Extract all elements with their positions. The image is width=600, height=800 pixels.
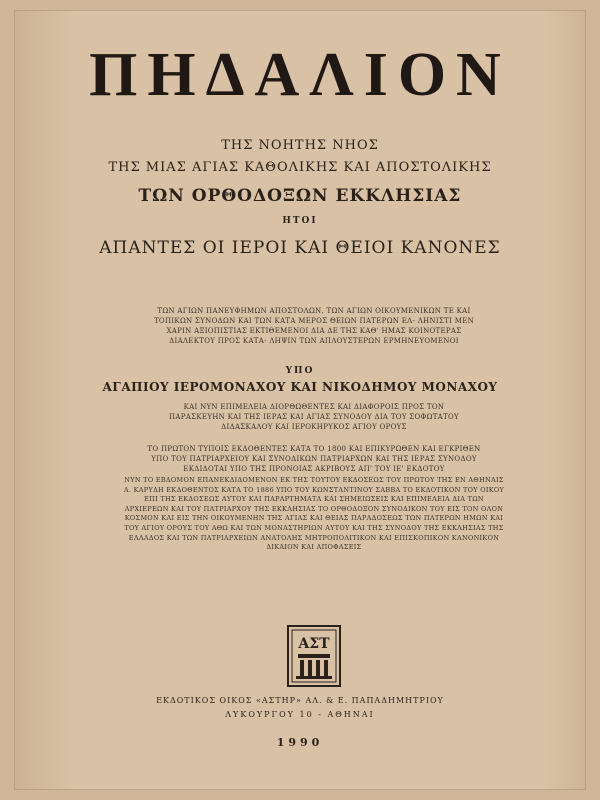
- book-title: ΠΗΔΑΛΙΟΝ: [89, 41, 511, 109]
- subtitle-line-3: ΤΩΝ ΟΡΘΟΔΟΞΩΝ ΕΚΚΛΗΣΙΑΣ: [138, 186, 462, 206]
- ypo-label: ΥΠΟ: [285, 366, 315, 376]
- subtitle-line-2: ΤΗΣ ΜΙΑΣ ΑΓΙΑΣ ΚΑΘΟΛΙΚΗΣ ΚΑΙ ΑΠΟΣΤΟΛΙΚΗΣ: [108, 160, 492, 175]
- description-paragraph-3: ΤΟ ΠΡΩΤΟΝ ΤΥΠΟΙΣ ΕΚΔΟΘΕΝΤΕΣ ΚΑΤΑ ΤΟ 1800 ΚΑΙ ΕΠΙΚΥΡΩΘΕΝ ΚΑΙ ΕΓΚΡΙΘΕΝ ΥΠΟ ΤΟΥ ΠΑΤΡΙΑΡΧΕΙΟΥ ΚΑΙ ΣΥΝΟΔΙΚΩΝ ΠΑΤΡΙΑΡΧΩΝ ΚΑΙ ΤΗΣ ΙΕΡΑΣ ΣΥΝΟΔΟΥ ΕΚΔΙΔΟΤΑΙ ΥΠΟ ΤΗΣ ΠΡΟΝΟΙΑΣ ΑΚΡΙΒΟΥΣ ΑΠ' ΤΟΥ ΙΕ' ΕΚΔΟΤΟΥ: [147, 445, 481, 473]
- description-paragraph-2: ΚΑΙ ΝΥΝ ΕΠΙΜΕΛΕΙΑ ΔΙΟΡΘΩΘΕΝΤΕΣ ΚΑΙ ΔΙΑΦΟΡΟΙΣ ΠΡΟΣ ΤΟΝ ΠΑΡΑΣΚΕΥΗΝ ΚΑΙ ΤΗΣ ΙΕΡΑΣ ΚΑΙ ΑΓΙΑΣ ΣΥΝΟΔΟΥ ΔΙΑ ΤΟΥ ΣΟΦΩΤΑΤΟΥ ΔΙΔΑΣΚΑΛΟΥ ΚΑΙ ΙΕΡΟΚΗΡΥΚΟΣ ΑΓΙΟΥ ΟΡΟΥΣ: [169, 403, 459, 431]
- svg-text:ΑΣΤ: ΑΣΤ: [298, 636, 330, 652]
- paper-edge-shade-left: [14, 10, 74, 790]
- htoi-connector: ΗΤΟΙ: [282, 216, 318, 226]
- subtitle-line-4: ΑΠΑΝΤΕΣ ΟΙ ΙΕΡΟΙ ΚΑΙ ΘΕΙΟΙ ΚΑΝΟΝΕΣ: [99, 238, 501, 258]
- publisher-line-1: ΕΚΔΟΤΙΚΟΣ ΟΙΚΟΣ «ΑΣΤΗΡ» ΑΛ. & Ε. ΠΑΠΑΔΗΜΗΤΡΙΟΥ: [156, 696, 444, 705]
- subtitle-line-1: ΤΗΣ ΝΟΗΤΗΣ ΝΗΟΣ: [221, 138, 379, 153]
- authors-line: ΑΓΑΠΙΟΥ ΙΕΡΟΜΟΝΑΧΟΥ ΚΑΙ ΝΙΚΟΔΗΜΟΥ ΜΟΝΑΧΟΥ: [102, 380, 498, 394]
- book-cover: [14, 10, 586, 790]
- paper-edge-shade-right: [546, 10, 586, 790]
- publication-year: 1990: [276, 736, 324, 749]
- publisher-line-2: ΛΥΚΟΥΡΓΟΥ 10 - ΑΘΗΝΑΙ: [225, 710, 375, 719]
- description-paragraph-1: ΤΩΝ ΑΓΙΩΝ ΠΑΝΕΥΦΗΜΩΝ ΑΠΟΣΤΟΛΩΝ, ΤΩΝ ΑΓΙΩΝ ΟΙΚΟΥΜΕΝΙΚΩΝ ΤΕ ΚΑΙ ΤΟΠΙΚΩΝ ΣΥΝΟΔΩΝ ΚΑΙ ΤΩΝ ΚΑΤΑ ΜΕΡΟΣ ΘΕΙΩΝ ΠΑΤΕΡΩΝ ΕΛ- ΛΗΝΙΣΤΙ ΜΕΝ ΧΑΡΙΝ ΑΞΙΟΠΙΣΤΙΑΣ ΕΚΤΙΘΕΜΕΝΟΙ ΔΙΑ ΔΕ ΤΗΣ ΚΑΘ' ΗΜΑΣ ΚΟΙΝΟΤΕΡΑΣ ΔΙΑΛΕΚΤΟΥ ΠΡΟΣ ΚΑΤΑ- ΛΗΨΙΝ ΤΩΝ ΑΠΛΟΥΣΤΕΡΩΝ ΕΡΜΗΝΕΥΟΜΕΝΟΙ: [153, 307, 475, 345]
- publisher-emblem-icon: [284, 624, 344, 688]
- description-paragraph-4: ΝΥΝ ΤΟ ΕΒΔΟΜΟΝ ΕΠΑΝΕΚΔΙΔΟΜΕΝΟΝ ΕΚ ΤΗΣ ΤΟΥΤΟΥ ΕΚΔΟΣΕΩΣ ΤΟΥ ΠΡΩΤΟΥ ΤΗΣ ΕΝ ΑΘΗΝΑΙΣ Α. ΚΑΡΥΔΗ ΕΚΔΟΘΕΝΤΟΣ ΚΑΤΑ ΤΟ 1886 ΥΠΟ ΤΟΥ ΚΩΝΣΤΑΝΤΙΝΟΥ ΣΑΒΒΑ ΤΟ ΕΚΔΟΤΙΚΟΝ ΤΟΥ ΟΙΚΟΥ ΕΠΙ ΤΗΣ ΕΚΔΟΣΕΩΣ ΑΥΤΟΥ ΚΑΙ ΠΑΡΑΡΤΗΜΑΤΑ ΚΑΙ ΣΗΜΕΙΩΣΕΙΣ ΚΑΙ ΕΠΙΜΕΛΕΙΑ ΔΙΑ ΤΩΝ ΑΡΧΙΕΡΕΩΝ ΚΑΙ ΤΟΥ ΠΑΤΡΙΑΡΧΟΥ ΤΗΣ ΕΚΚΛΗΣΙΑΣ ΤΟ ΟΡΘΟΔΟΞΟΝ ΣΥΝΟΔΙΚΟΝ ΤΟΥ ΕΙΣ ΤΟΝ ΟΛΟΝ ΚΟΣΜΟΝ ΚΑΙ ΕΙΣ ΤΗΝ ΟΙΚΟΥΜΕΝΗΝ ΤΗΣ ΑΓΙΑΣ ΚΑΙ ΘΕΙΑΣ ΠΑΡΑΔΟΣΕΩΣ ΤΩΝ ΠΑΤΕΡΩΝ ΗΜΩΝ ΚΑΙ ΤΟΥ ΑΓΙΟΥ ΟΡΟΥΣ ΤΟΥ ΑΘΩ ΚΑΙ ΤΩΝ ΜΟΝΑΣΤΗΡΙΩΝ ΑΥΤΟΥ ΚΑΙ ΤΗΣ ΣΥΝΟΔΟΥ ΤΗΣ ΕΚΚΛΗΣΙΑΣ ΤΗΣ ΕΛΛΑΔΟΣ ΚΑΙ ΤΩΝ ΠΑΤΡΙΑΡΧΕΙΩΝ ΑΝΑΤΟΛΗΣ ΜΗΤΡΟΠΟΛΙΤΙΚΟΝ ΚΑΙ ΕΠΙΣΚΟΠΙΚΟΝ ΚΑΝΟΝΙΚΟΝ ΔΙΚΑΙΟΝ ΚΑΙ ΑΠΟΦΑΣΕΙΣ: [123, 476, 505, 552]
